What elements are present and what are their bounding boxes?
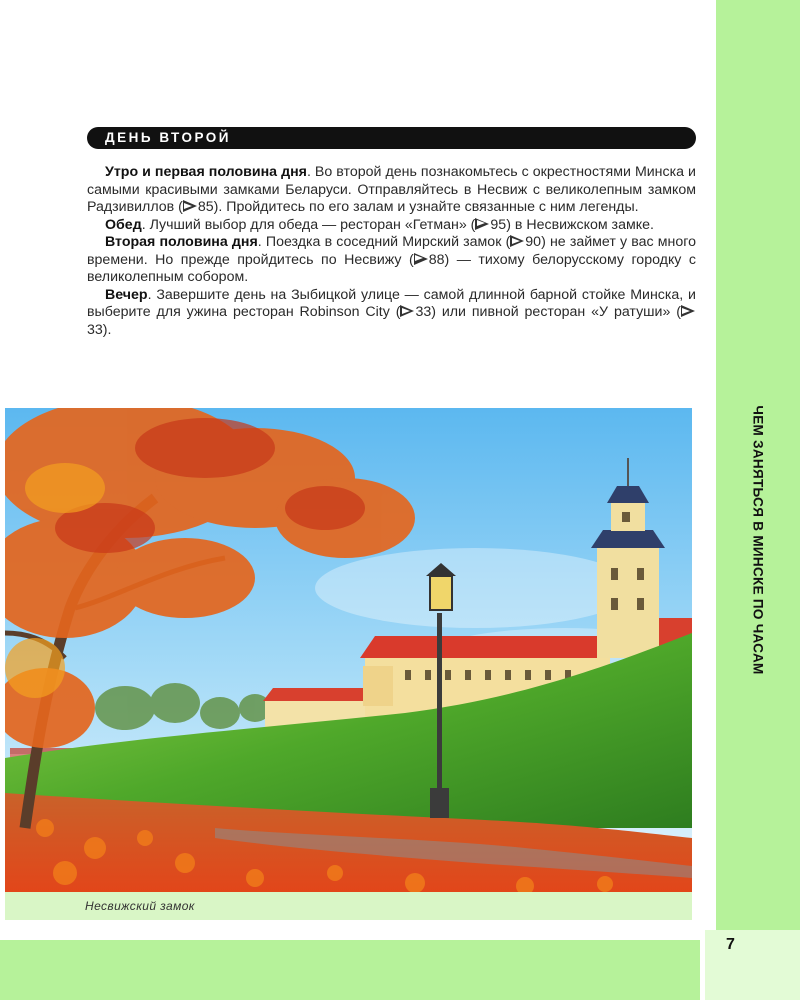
page-ref-arrow-icon: [475, 218, 489, 230]
paragraph-lunch: [87, 217, 696, 235]
section-title: ДЕНЬ ВТОРОЙ: [105, 130, 232, 145]
page-ref: 88: [428, 251, 445, 268]
photo-caption: Несвижский замок: [85, 899, 195, 913]
paragraph-afternoon: [87, 234, 696, 287]
paragraph-text: ). Пройдитесь по его залам и узнайте связанные с ним легенды.: [213, 199, 639, 215]
page-number-box: [705, 930, 800, 1000]
paragraph-lead: Утро и первая половина дня: [105, 164, 307, 180]
section-side-label: ЧЕМ ЗАНЯТЬСЯ В МИНСКЕ ПО ЧАСАМ: [750, 405, 766, 675]
page-ref: 85: [197, 199, 214, 215]
page-ref: 90: [525, 234, 542, 250]
paragraph-text: ).: [102, 321, 112, 338]
section-header-bar: [87, 127, 696, 149]
page-ref: 33: [87, 321, 103, 338]
page-ref: 95: [490, 216, 507, 233]
page-ref-arrow-icon: [400, 305, 414, 317]
page-ref-arrow-icon: [681, 305, 695, 317]
page-ref-arrow-icon: [510, 235, 524, 247]
paragraph-text: ) или пивной ресторан «У ратуши» (: [431, 304, 681, 320]
page-ref-arrow-icon: [183, 200, 197, 212]
paragraph-lead: Вторая половина дня: [105, 234, 258, 250]
paragraph-morning: [87, 164, 696, 217]
page-ref-arrow-icon: [414, 253, 428, 265]
paragraph-lead: Вечер: [105, 286, 148, 303]
itinerary-text: [87, 164, 696, 339]
bottom-band: [0, 940, 700, 1000]
castle-illustration: [5, 408, 692, 892]
page-ref: 33: [415, 304, 432, 320]
page-number: 7: [726, 936, 735, 953]
paragraph-text: ) в Несвижском замке.: [506, 216, 654, 233]
paragraph-text: . Поездка в соседний Мирский замок (: [257, 234, 511, 250]
paragraph-text: ) не займет у вас много времени. Но прежде пройдитесь по Несвижу (: [87, 234, 696, 268]
paragraph-text: . Лучший выбор для обеда — ресторан «Гетман» (: [141, 216, 476, 233]
paragraph-lead: Обед: [105, 216, 142, 233]
paragraph-text: . Завершите день на Зыбицкой улице — самой длинной барной стойке Минска, и выберите для ужина ресторан Robinson City (: [87, 286, 696, 320]
paragraph-text: ) — тихому белорусскому городку с великолепным собором.: [87, 251, 696, 285]
paragraph-text: . Во второй день познакомьтесь с окрестностями Минска и самыми красивыми замками Беларуси. Отправляйтесь в Несвиж с великолепным замком Радзивиллов (: [87, 164, 696, 215]
caption-bar: [5, 892, 692, 920]
paragraph-evening: [87, 287, 696, 340]
castle-photo: [5, 408, 692, 892]
